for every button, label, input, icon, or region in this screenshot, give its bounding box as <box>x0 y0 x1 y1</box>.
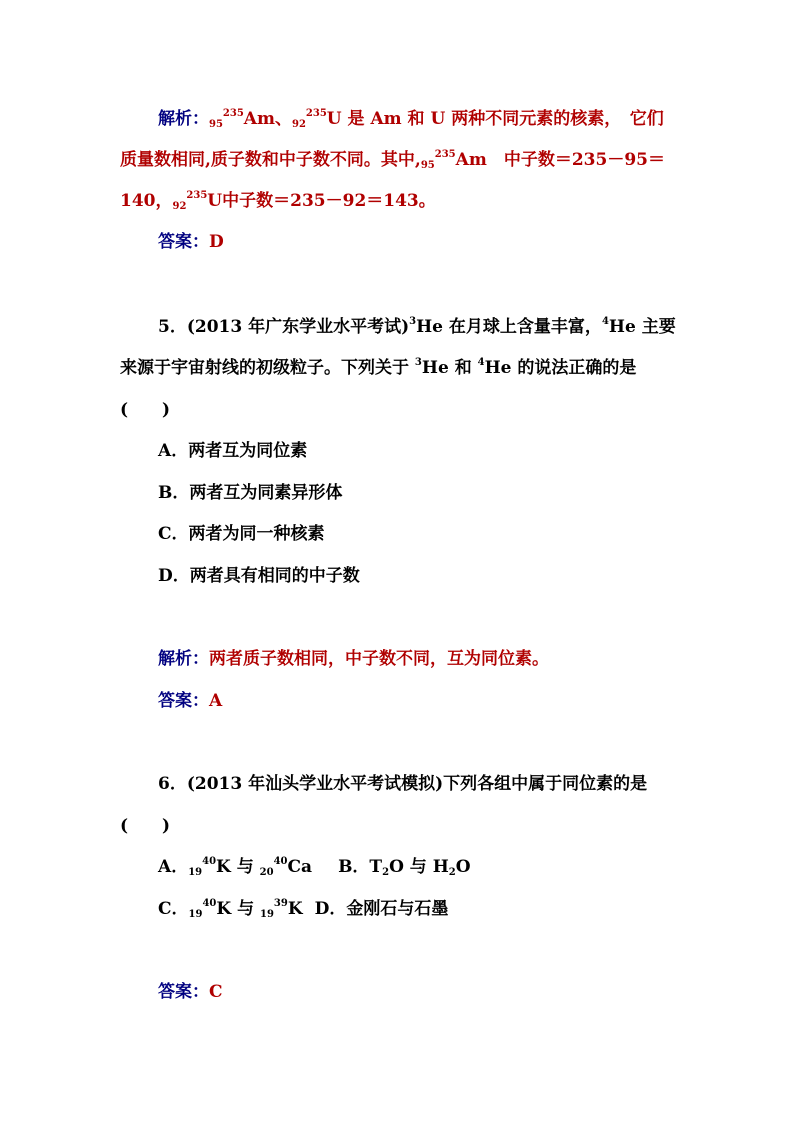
superscript: 3 <box>414 357 422 368</box>
element-symbol: Am <box>243 109 275 129</box>
superscript: 4 <box>601 316 609 327</box>
subscript: 95 <box>209 119 223 130</box>
q6-option-b: B．$T_2O$ 与 $H_2O$ <box>338 857 471 878</box>
q6-answer-bracket: ( ) <box>120 816 171 836</box>
answer-label: 答案： <box>158 691 209 711</box>
superscript: 4 <box>477 357 485 368</box>
subscript: 2 <box>382 867 390 878</box>
q5-analysis <box>158 647 549 671</box>
superscript: 235 <box>186 190 208 201</box>
subscript: 20 <box>259 867 274 878</box>
q6-answer <box>158 980 223 1004</box>
subscript: 19 <box>188 867 203 878</box>
analysis-label: 解析： <box>158 109 209 129</box>
q4-answer <box>158 230 224 254</box>
superscript: 235 <box>222 108 244 119</box>
element-symbol: U <box>207 191 223 211</box>
superscript: 40 <box>202 856 217 867</box>
element-symbol: K <box>287 899 303 919</box>
element-symbol: Am <box>455 150 487 170</box>
analysis-text: 两者质子数相同，中子数不同，互为同位素。 <box>209 649 549 669</box>
subscript: 92 <box>172 201 187 212</box>
subscript: 95 <box>420 160 435 171</box>
element-symbol: K <box>216 857 231 877</box>
answer-label: 答案： <box>158 232 209 252</box>
q5-option-c: C．两者为同一种核素 <box>158 524 325 544</box>
element-symbol: K <box>216 899 232 919</box>
subscript: 19 <box>188 909 203 920</box>
q5-option-b: B．两者互为同素异形体 <box>158 483 343 503</box>
answer-value: A <box>209 691 223 711</box>
element-symbol: He <box>608 317 636 337</box>
superscript: 3 <box>409 316 417 327</box>
subscript: 92 <box>291 119 306 130</box>
superscript: 39 <box>273 898 288 909</box>
element-symbol: U <box>326 109 342 129</box>
element-symbol: Ca <box>287 857 313 877</box>
element-symbol: He <box>416 317 444 337</box>
q4-analysis-line-2: 质量数相同,质子数和中子数不同。其中$,_{95}^{235}Am$ 中子数＝235－95＝ <box>120 149 665 171</box>
q4-analysis-line-3: 140，$_{92}^{235}$U中子数＝235－92＝143。 <box>120 190 436 212</box>
subscript: 2 <box>448 867 456 878</box>
q4-analysis-line-1: 解析：$_{95}^{235}$Am、$_{92}^{235}$U 是 Am 和 U 两种不同元素的核素， 它们 <box>158 108 664 130</box>
element-symbol: He <box>484 358 512 378</box>
answer-value: D <box>209 232 224 252</box>
q6-options-row-1 <box>158 855 471 879</box>
answer-label: 答案： <box>158 982 209 1002</box>
element-symbol: He <box>421 358 449 378</box>
analysis-label: 解析： <box>158 649 209 669</box>
q5-option-d: D．两者具有相同的中子数 <box>158 566 360 586</box>
q6-option-d: D．金刚石与石墨 <box>314 899 449 919</box>
q6-option-c: C．$_{19}^{40}$K 与 $_{19}^{39}$K <box>158 898 303 920</box>
subscript: 19 <box>260 909 274 920</box>
q6-stem-line-1: 6．(2013 年汕头学业水平考试模拟)下列各组中属于同位素的是 <box>158 774 648 794</box>
q6-options-row-2 <box>158 897 448 921</box>
q5-answer <box>158 689 222 713</box>
q5-stem-line-1: 5．(2013 年广东学业水平考试)$^3$He 在月球上含量丰富，$^4$He 主要 <box>158 316 676 337</box>
q5-answer-bracket: ( ) <box>120 400 171 420</box>
answer-value: C <box>209 982 223 1002</box>
superscript: 40 <box>202 898 217 909</box>
q5-option-a: A．两者互为同位素 <box>158 441 308 461</box>
superscript: 235 <box>305 108 327 119</box>
superscript: 235 <box>434 149 456 160</box>
q5-stem-line-2: 来源于宇宙射线的初级粒子。下列关于 $^3$He 和 $^4$He 的说法正确的是 <box>120 357 637 378</box>
q6-option-a: A．$_{19}^{40}$K 与 $_{20}^{40}$Ca <box>158 856 313 878</box>
superscript: 40 <box>273 856 288 867</box>
